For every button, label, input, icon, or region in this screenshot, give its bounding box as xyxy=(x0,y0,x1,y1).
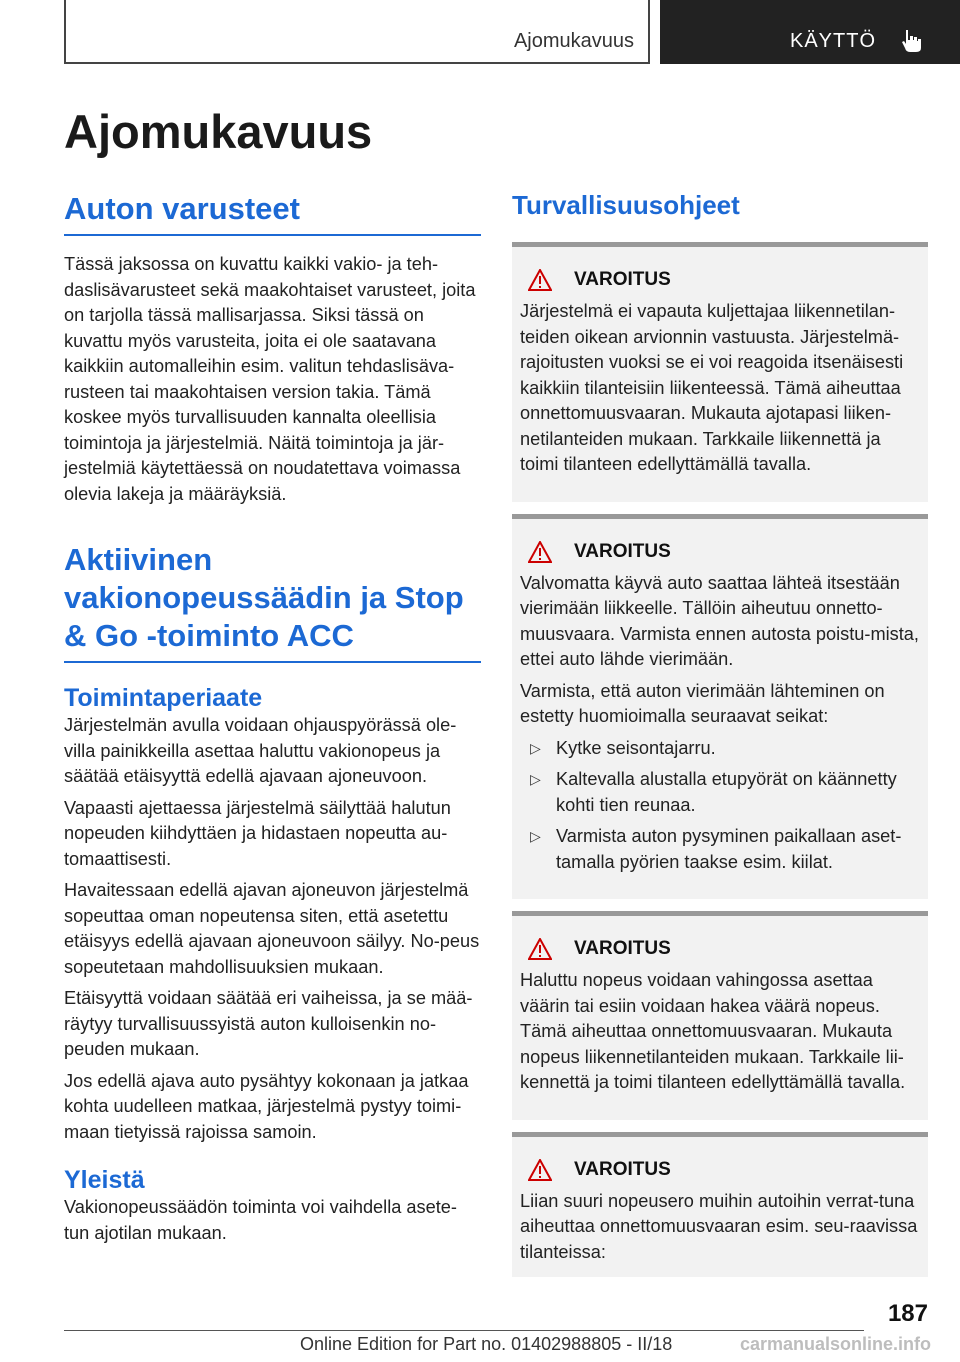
list-item xyxy=(520,736,920,762)
chapter-label: KÄYTTÖ xyxy=(790,30,877,52)
warning-triangle-icon xyxy=(528,269,552,291)
warning-triangle-icon xyxy=(528,938,552,960)
heading-turvallisuusohjeet: Turvallisuusohjeet xyxy=(512,190,740,220)
list-item xyxy=(520,824,920,875)
warning-text: Järjestelmä ei vapauta kuljettajaa liikennetilan-teiden oikean arvionnin vastuusta. Järjestelmä-rajoitusten vuoksi se ei voi reagoida itsenäisesti kaikkiin tilanteisiin liikenteessä. Tämä aiheuttaa onnettomuusvaaran. Mukauta ajotapasi liiken-netilanteiden mukaan. Tarkkaile liikennettä ja toimi tilanteen edellyttämällä tavalla. xyxy=(520,301,904,474)
bullet-triangle-icon: ▷ xyxy=(530,828,541,844)
warning-text: Valvomatta käyvä auto saattaa lähteä itsestään vierimään liikkeelle. Tällöin aiheutuu onnetto-muusvaara. Varmista ennen autosta poistu-mista, ettei auto lähde vierimään. xyxy=(520,572,919,669)
warning-bullet-list xyxy=(520,736,920,876)
chapter-tab xyxy=(660,0,960,64)
paragraph-2: Vapaasti ajettaessa järjestelmä säilyttää halutun nopeuden kiihdyttäen ja hidastaen nopeutta au-tomaattisesti. xyxy=(64,797,451,869)
pointing-hand-icon xyxy=(898,26,926,54)
list-item-text: Varmista auton pysyminen paikallaan aset-tamalla pyörien taakse esim. kiilat. xyxy=(556,826,902,872)
list-item-text: Kaltevalla alustalla etupyörät on käännetty kohti tien reunaa. xyxy=(556,769,897,815)
warning-title: VAROITUS xyxy=(574,269,671,290)
warning-title: VAROITUS xyxy=(574,540,671,562)
paragraph-3: Havaitessaan edellä ajavan ajoneuvon järjestelmä sopeuttaa oman nopeutensa siten, että asetettu etäisyys edellä ajavaan ajoneuvoon säilyy. No-peus sopeutetaan mahdollisuuksien mukaan. xyxy=(64,880,480,977)
paragraph-6: Vakionopeussäädön toiminta voi vaihdella asete-tun ajotilan mukaan. xyxy=(64,1197,457,1243)
warning-triangle-icon xyxy=(528,541,552,563)
paragraph-1: Järjestelmän avulla voidaan ohjauspyörässä ole-villa painikkeilla asettaa haluttu vakionopeus ja säätää etäisyyttä edellä ajavaan ajoneuvoon. xyxy=(64,715,457,786)
right-column xyxy=(512,190,928,1289)
page-title: Ajomukavuus xyxy=(64,105,373,158)
warning-triangle-icon xyxy=(528,1159,552,1181)
section-tab xyxy=(64,0,650,64)
warning-text: Haluttu nopeus voidaan vahingossa asettaa väärin tai esiin voidaan hakea väärä nopeus. Tämä aiheuttaa onnettomuusvaaran. Mukauta nopeus liikennetilanteiden mukaan. Tarkkaile lii-kennettä ja toimi tilanteen edellyttämällä tavalla. xyxy=(520,970,906,1092)
warning-text: Liian suuri nopeusero muihin autoihin verrat-tuna aiheuttaa onnettomuusvaaran esim. seu-raavissa tilanteissa: xyxy=(520,1190,918,1262)
paragraph-4: Etäisyyttä voidaan säätää eri vaiheissa, ja se mää-räytyy turvallisuussyistä auton kulloisenkin no-peuden mukaan. xyxy=(64,988,473,1059)
heading-acc: Aktiivinen vakionopeussäädin ja Stop & Go -toiminto ACC xyxy=(64,541,481,663)
footer-edition: Online Edition for Part no. 01402988805 - II/18 xyxy=(300,1334,673,1354)
section-label: Ajomukavuus xyxy=(513,30,634,52)
page-number: 187 xyxy=(887,1300,928,1327)
list-item-text: Kytke seisontajarru. xyxy=(556,737,716,758)
warning-text-2: Varmista, että auton vierimään lähteminen on estetty huomioimalla seuraavat seikat: xyxy=(520,680,885,726)
paragraph-5: Jos edellä ajava auto pysähtyy kokonaan ja jatkaa kohta uudelleen matkaa, järjestelmä pystyy toimi-maan tietyissä rajoissa samoin. xyxy=(64,1070,469,1142)
bullet-triangle-icon: ▷ xyxy=(530,739,541,756)
list-item xyxy=(520,767,920,818)
footer-logo: carmanualsonline.info xyxy=(740,1334,932,1354)
left-column xyxy=(64,190,481,1252)
page-header xyxy=(64,0,960,64)
warning-title: VAROITUS xyxy=(574,1158,671,1180)
warning-box xyxy=(512,911,928,1120)
heading-toimintaperiaate: Toimintaperiaate xyxy=(64,684,263,712)
heading-auton-varusteet: Auton varusteet xyxy=(64,190,481,236)
warning-box xyxy=(512,1132,928,1278)
bullet-triangle-icon: ▷ xyxy=(530,771,541,787)
warning-box xyxy=(512,514,928,900)
warning-box xyxy=(512,242,928,502)
heading-yleista: Yleistä xyxy=(64,1166,145,1194)
paragraph-auton-varusteet: Tässä jaksossa on kuvattu kaikki vakio- ja teh-daslisävarusteet sekä maakohtaiset varusteet, joita on tarjolla tässä mallisarjassa. Siksi tässä on kuvattu myös varusteita, joita ei ole saatavana kaikkiin automalleihin esim. valitun tehdaslisäva-rusteen tai maakohtaisen version takia. Tämä koskee myös turvallisuuden kannalta oleellisia toimintoja ja järjestelmiä. Näitä toimintoja ja jär-jestelmiä käytettäessä on noudatettava voimassa olevia lakeja ja määräyksiä. xyxy=(64,254,476,504)
footer-divider xyxy=(64,1330,864,1331)
warning-title: VAROITUS xyxy=(574,938,671,959)
